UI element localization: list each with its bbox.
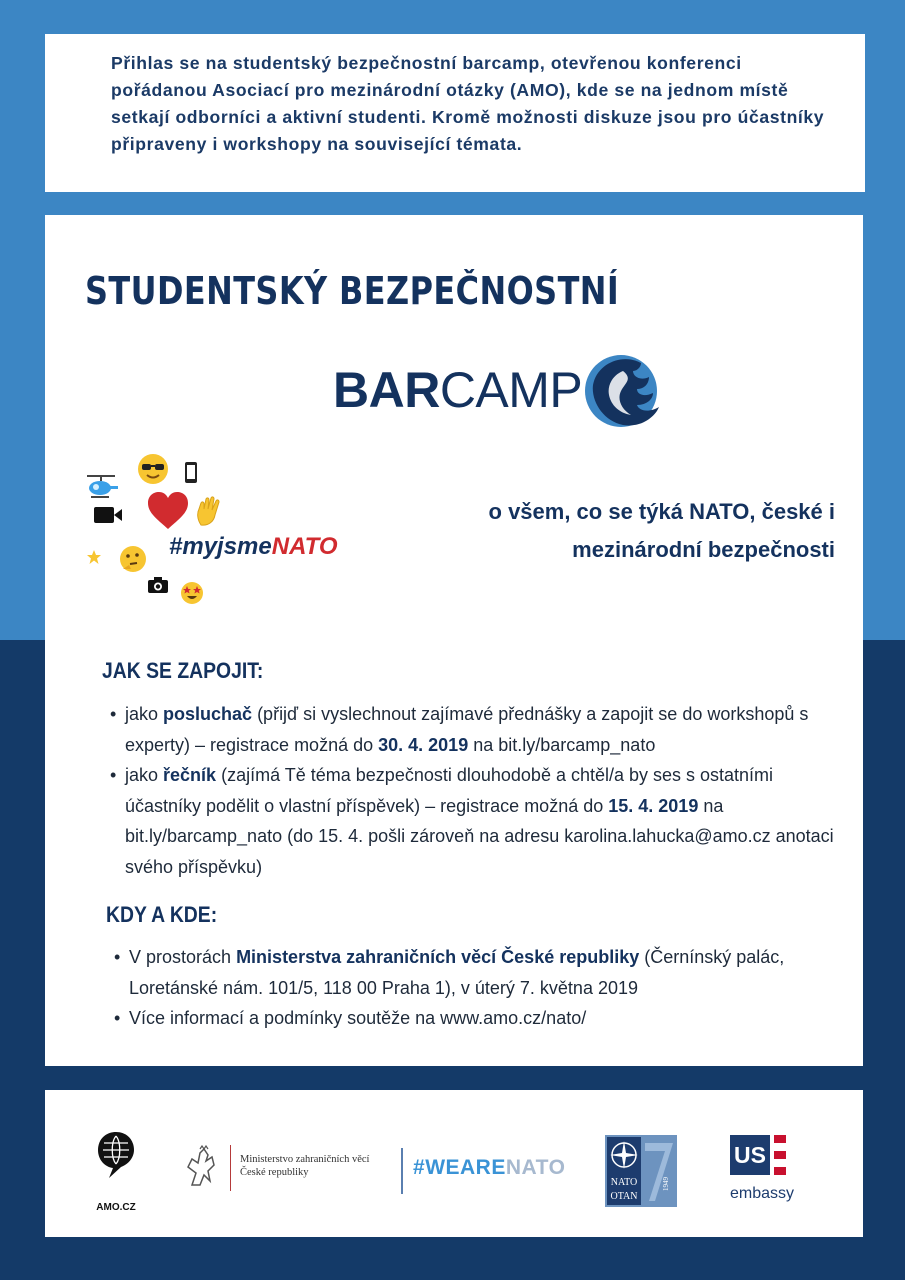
mzv-line2: České republiky	[240, 1167, 309, 1178]
subtitle	[405, 493, 835, 569]
camera-icon	[147, 576, 169, 594]
nato-year: 1949	[662, 1177, 670, 1191]
item-text: na bit.ly/barcamp_nato	[468, 734, 656, 755]
mzv-logo	[178, 1145, 378, 1205]
emoji-cluster	[83, 453, 353, 593]
barcamp-wordmark	[333, 361, 582, 419]
nato-text: NATO	[610, 1177, 638, 1188]
star-icon	[86, 549, 102, 565]
weare-nato-text: NATO	[505, 1156, 566, 1179]
item-text: jako	[125, 765, 164, 785]
sunglasses-emoji-icon	[137, 453, 169, 485]
item-text: (zajímá Tě téma bezpečnosti dlouhodobě a chtěl/a by ses s ostatními účastníky podělit o vlastní příspěvek) – registrace možná do	[125, 765, 774, 816]
embassy-text: embassy	[730, 1185, 795, 1202]
otan-text: OTAN	[610, 1191, 638, 1202]
list-item	[111, 942, 831, 1003]
when-heading: KDY A KDE:	[106, 902, 218, 927]
item-text: V prostorách	[129, 947, 237, 967]
amo-icon	[95, 1130, 137, 1194]
amo-logo	[95, 1130, 137, 1214]
waving-hand-icon	[195, 495, 223, 527]
role-listener: posluchač	[163, 704, 253, 724]
barcamp-light: CAMP	[439, 362, 583, 418]
mzv-divider	[230, 1145, 231, 1191]
item-text: jako	[125, 704, 164, 724]
us-flag-stripes	[774, 1135, 800, 1175]
list-item: • Více informací a podmínky soutěže na www.amo.cz/nato/	[111, 1003, 831, 1034]
weare-hash: #	[413, 1156, 426, 1179]
us-embassy-logo	[730, 1135, 805, 1210]
us-text: US	[730, 1135, 770, 1175]
main-panel	[45, 215, 863, 1066]
star-struck-emoji-icon	[180, 581, 204, 605]
mzv-name	[240, 1153, 369, 1179]
barcamp-bold: BAR	[333, 362, 440, 418]
logo-divider	[401, 1148, 403, 1194]
subtitle-line1: o všem, co se týká NATO, české i	[488, 499, 835, 524]
item-text: (Černínský palác, Loretánské nám. 101/5, 118 00 Praha 1), v úterý 7. května 2019	[129, 947, 785, 998]
when-list	[111, 942, 831, 1034]
intro-text: Přihlas se na studentský bezpečnostní barcamp, otevřenou konferenci pořádanou Asociací pro mezinárodní otázky (AMO), kde se na jednom místě setkají odborníci a aktivní studenti. Kromě možnosti diskuze jsou pro účastníky připraveny i workshopy na související témata.	[111, 53, 825, 154]
subtitle-line2: mezinárodní bezpečnosti	[572, 537, 835, 562]
thinking-emoji-icon	[119, 545, 147, 573]
item-text: na bit.ly/barcamp_nato (do 15. 4. pošli zároveň na adresu karolina.lahucka@amo.cz anotaci svého příspěvku)	[125, 795, 834, 877]
helicopter-icon	[83, 473, 119, 501]
heart-icon	[147, 491, 189, 531]
role-speaker: řečník	[163, 765, 217, 785]
video-camera-icon	[93, 505, 123, 525]
phone-icon	[183, 461, 199, 485]
barcamp-logo-icon	[583, 351, 663, 431]
nato-70-logo	[605, 1135, 677, 1207]
how-heading: JAK SE ZAPOJIT:	[102, 658, 264, 683]
wearenato-logo	[413, 1156, 565, 1180]
hashtag-suffix: NATO	[271, 533, 338, 560]
weare-text: WEARE	[425, 1156, 506, 1179]
amo-text: AMO.CZ	[96, 1202, 136, 1213]
logo-panel	[45, 1090, 863, 1237]
mzv-line1: Ministerstvo zahraničních věcí	[240, 1154, 370, 1165]
main-title: STUDENTSKÝ BEZPEČNOSTNÍ	[85, 269, 620, 313]
list-item	[107, 699, 847, 760]
hashtag	[169, 533, 338, 561]
deadline-date: 30. 4. 2019	[378, 734, 469, 755]
intro-panel	[45, 34, 865, 192]
how-list	[107, 699, 847, 882]
venue-name: Ministerstva zahraničních věcí České republiky	[236, 947, 640, 967]
hashtag-prefix: #myjsme	[169, 533, 272, 560]
czech-lion-icon	[178, 1145, 224, 1191]
deadline-date: 15. 4. 2019	[608, 795, 699, 816]
list-item	[107, 760, 847, 882]
item-text: (přijď si vyslechnout zajímavé přednášky a zapojit se do workshopů s experty) – registrace možná do	[125, 704, 809, 755]
